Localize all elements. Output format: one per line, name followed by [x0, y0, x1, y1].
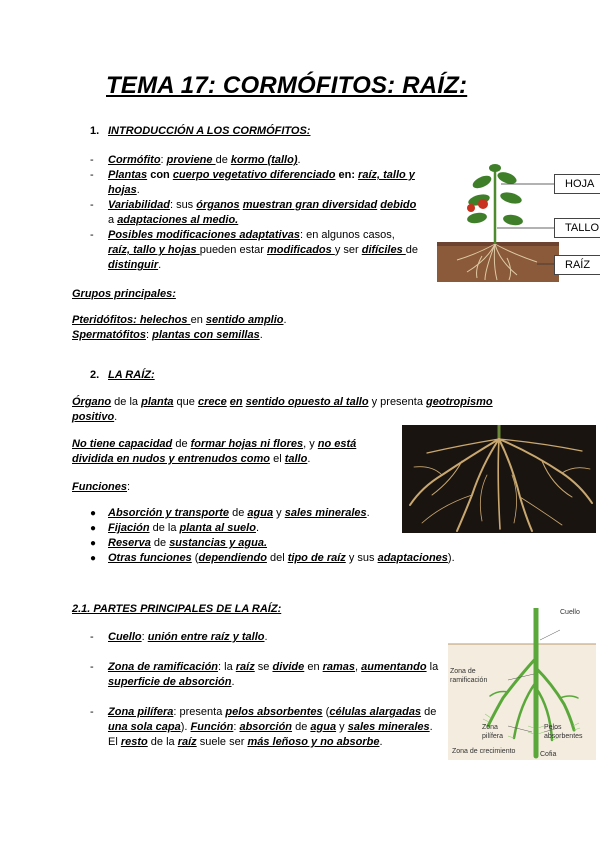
- plant-diagram: [437, 160, 600, 282]
- label-zona-pilifera-2: pilífera: [482, 733, 504, 740]
- section-2-heading: 2. LA RAÍZ:: [90, 369, 155, 381]
- raiz-definition: Órgano de la planta que crece en sentido opuesto al tallo y presenta geotropismo positivo.: [72, 396, 493, 423]
- section-2-1-heading: 2.1. PARTES PRINCIPALES DE LA RAÍZ:: [72, 603, 282, 615]
- list-item: ● Reserva de sustancias y agua.: [90, 537, 268, 549]
- label-pelos-2: absorbentes: [544, 733, 583, 740]
- funciones-heading: Funciones:: [72, 481, 131, 493]
- groups-list: [72, 313, 372, 343]
- list-item: - Cormófito: proviene de kormo (tallo).: [90, 154, 301, 166]
- list-item: ● Absorción y transporte de agua y sales minerales.: [90, 507, 370, 519]
- label-zona-ramificacion-1: Zona de: [450, 668, 476, 675]
- soil: [437, 242, 559, 282]
- list-item: - Cuello: unión entre raíz y tallo.: [90, 631, 268, 643]
- groups-heading: Grupos principales:: [72, 288, 176, 300]
- raiz-no-capacidad: No tiene capacidad de formar hojas ni flores, y no está dividida en nudos y entrenudos como el tallo.: [72, 438, 357, 465]
- label-cuello: Cuello: [560, 609, 580, 616]
- list-item: - Posibles modificaciones adaptativas: en algunos casos, raíz, tallo y hojas pueden estar modificados y ser difíciles de distinguir.: [90, 229, 419, 271]
- section-1-heading: 1. INTRODUCCIÓN A LOS CORMÓFITOS:: [90, 125, 311, 137]
- label-hoja: HOJA: [554, 174, 600, 194]
- label-raiz: RAÍZ: [554, 255, 600, 275]
- list-item: - Zona de ramificación: la raíz se divide en ramas, aumentando la superficie de absorción.: [90, 661, 439, 688]
- list-item: ● Fijación de la planta al suelo.: [90, 522, 260, 534]
- label-cofia: Cofia: [540, 751, 557, 758]
- label-zona-crecimiento: Zona de crecimiento: [452, 748, 516, 755]
- label-tallo: TALLO: [554, 218, 600, 238]
- list-item: - Plantas con cuerpo vegetativo diferenciado en: raíz, tallo y hojas.: [90, 169, 415, 196]
- funciones-list: [90, 506, 490, 566]
- page-title: TEMA 17: CORMÓFITOS: RAÍZ:: [106, 72, 468, 99]
- list-item: - Zona pilífera: presenta pelos absorbentes (células alargadas de una sola capa). Función: absorción de agua y sales minerales. El resto de la raíz suele ser más leñoso y no absorbe.: [90, 706, 437, 748]
- partes-list: [90, 630, 445, 750]
- list-item: ● Otras funciones (dependiendo del tipo de raíz y sus adaptaciones).: [90, 552, 455, 564]
- root-parts-diagram: [448, 608, 596, 760]
- group-pteridofitos: Pteridófitos: helechos en sentido amplio.: [72, 314, 287, 326]
- label-pelos-1: Pelos: [544, 724, 562, 731]
- group-spermatofitos: Spermatófitos: plantas con semillas.: [72, 329, 263, 341]
- label-zona-pilifera-1: Zona: [482, 724, 498, 731]
- list-item: - Variabilidad: sus órganos muestran gran diversidad debido a adaptaciones al medio.: [90, 199, 417, 226]
- label-zona-ramificacion-2: ramificación: [450, 677, 488, 684]
- intro-list: [90, 153, 425, 273]
